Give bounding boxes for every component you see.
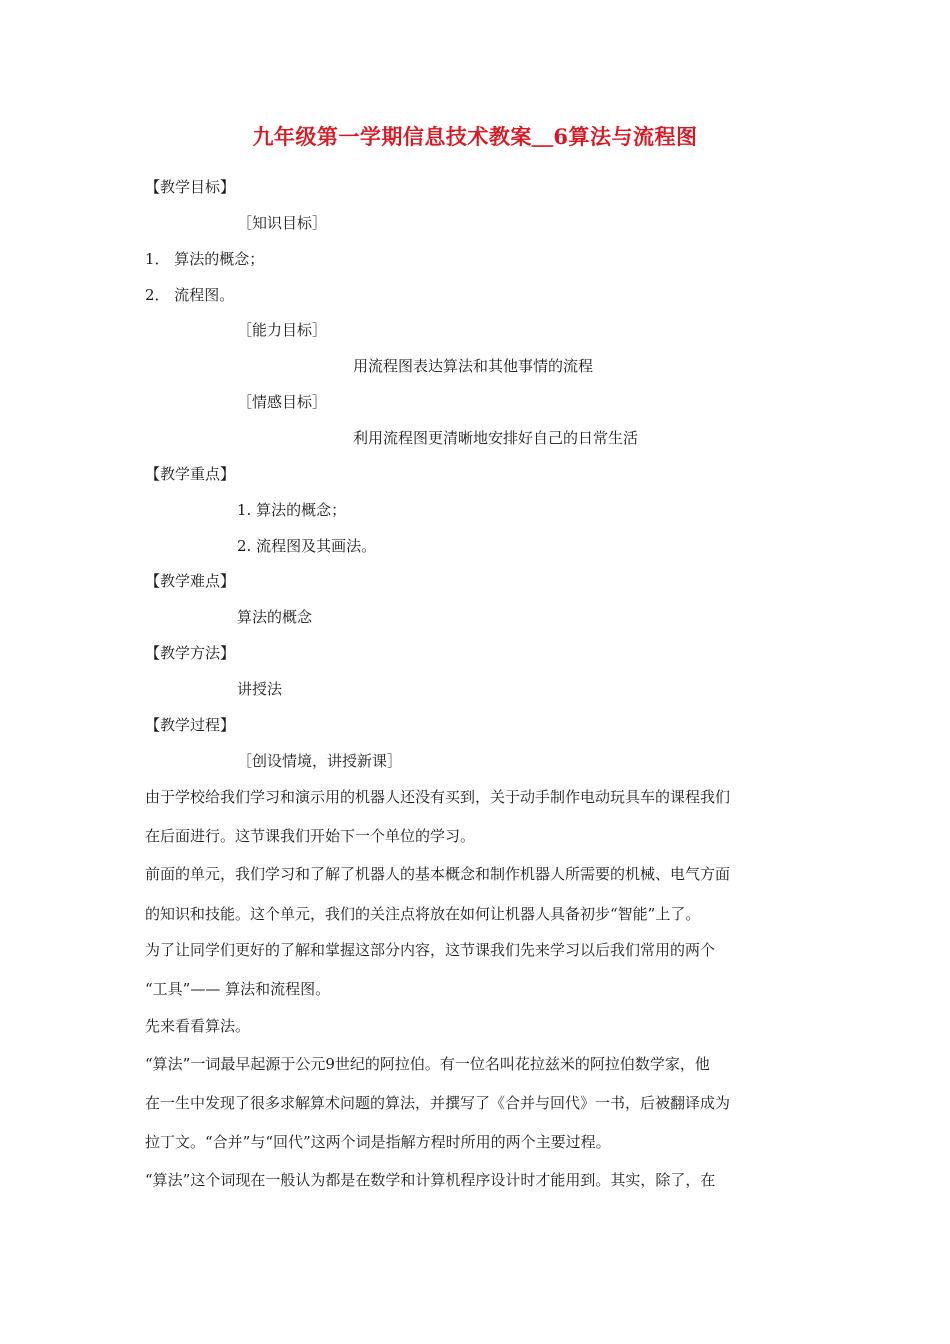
body-text: 用流程图表达算法和其他事情的流程 (353, 357, 594, 375)
heading-teaching-process: 【教学过程】 (145, 716, 236, 734)
body-text: 利用流程图更清晰地安排好自己的日常生活 (353, 429, 639, 447)
heading-teaching-method: 【教学方法】 (145, 644, 236, 662)
paragraph-line: “算法”一词最早起源于公元9世纪的阿拉伯。有一位名叫花拉兹米的阿拉伯数学家，他 (145, 1055, 710, 1073)
list-item: 1. 算法的概念； (237, 501, 347, 519)
subheading-scenario: ［创设情境，讲授新课］ (237, 752, 403, 770)
paragraph-line: 前面的单元，我们学习和了解了机器人的基本概念和制作机器人所需要的机械、电气方面 (145, 865, 731, 883)
body-text: 算法的概念 (237, 608, 313, 626)
subheading-ability-goals: ［能力目标］ (237, 321, 328, 339)
body-text: 讲授法 (237, 680, 283, 698)
paragraph-line: 在后面进行。这节课我们开始下一个单位的学习。 (145, 827, 476, 845)
heading-teaching-difficulty: 【教学难点】 (145, 572, 236, 590)
paragraph-line: 的知识和技能。这个单元，我们的关注点将放在如何让机器人具备初步“智能”上了。 (145, 905, 701, 923)
paragraph-line: 在一生中发现了很多求解算术问题的算法，并撰写了《合并与回代》一书，后被翻译成为 (145, 1094, 731, 1112)
paragraph-line: 先来看看算法。 (145, 1017, 251, 1035)
list-item: 2. 流程图及其画法。 (237, 537, 377, 555)
heading-teaching-focus: 【教学重点】 (145, 465, 236, 483)
paragraph-line: 为了让同学们更好的了解和掌握这部分内容，这节课我们先来学习以后我们常用的两个 (145, 941, 716, 959)
heading-teaching-goals: 【教学目标】 (145, 178, 236, 196)
document-title: 九年级第一学期信息技术教案＿6算法与流程图 (252, 124, 698, 149)
paragraph-line: 由于学校给我们学习和演示用的机器人还没有买到，关于动手制作电动玩具车的课程我们 (145, 788, 731, 806)
subheading-knowledge-goals: ［知识目标］ (237, 214, 328, 232)
subheading-emotion-goals: ［情感目标］ (237, 393, 328, 411)
list-item: 1． 算法的概念； (145, 250, 265, 268)
list-item: 2． 流程图。 (145, 286, 235, 304)
paragraph-line: “算法”这个词现在一般认为都是在数学和计算机程序设计时才能用到。其实，除了，在 (145, 1171, 716, 1189)
paragraph-line: “工具”—— 算法和流程图。 (145, 980, 331, 998)
paragraph-line: 拉丁文。“合并”与“回代”这两个词是指解方程时所用的两个主要过程。 (145, 1133, 611, 1151)
